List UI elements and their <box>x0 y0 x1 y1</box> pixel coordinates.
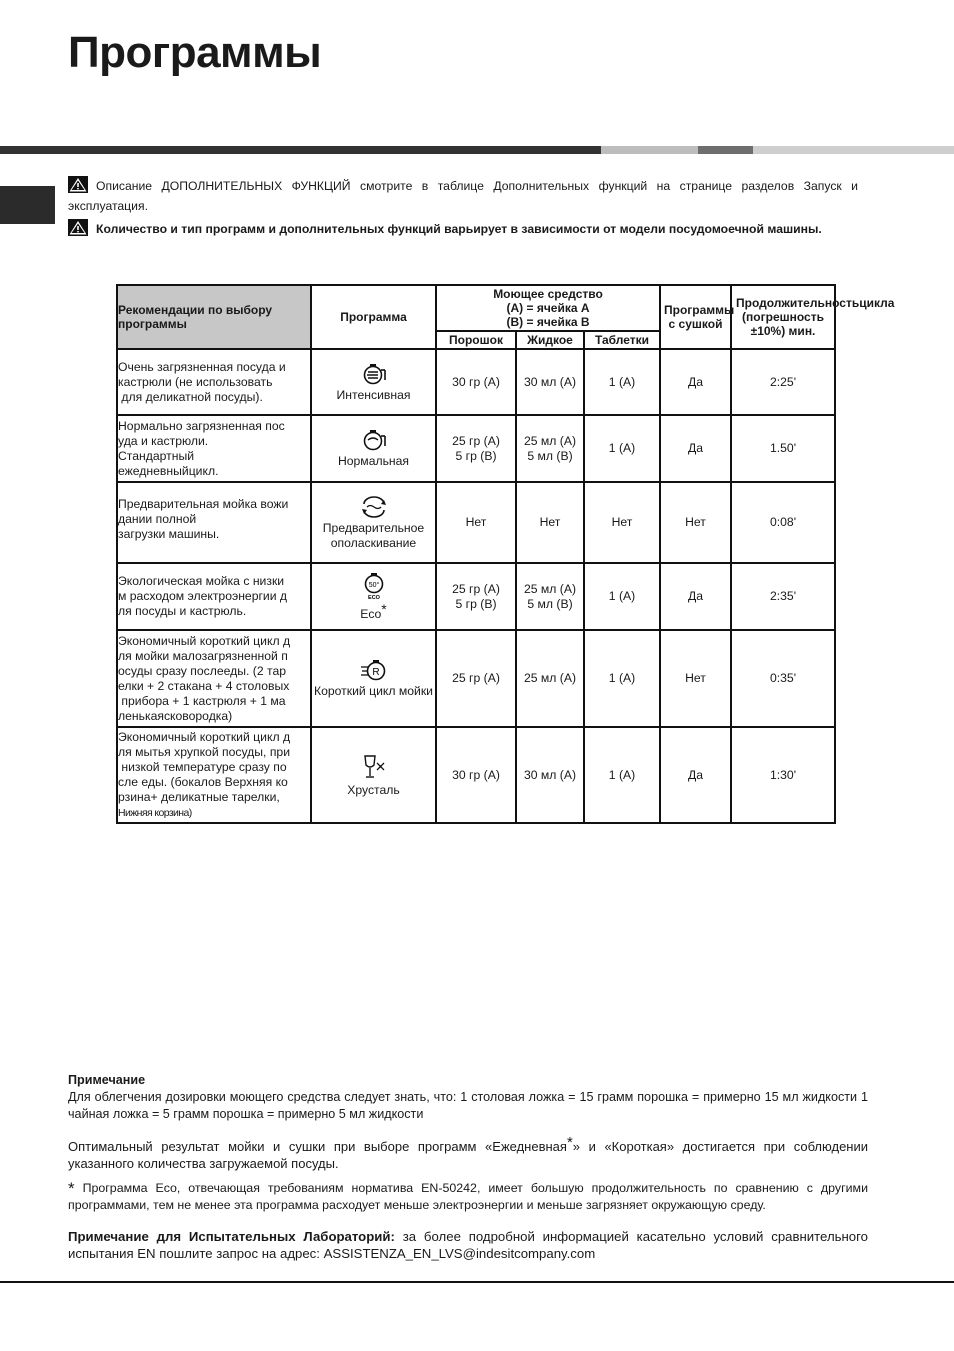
header-detergent <box>436 285 660 331</box>
row-description <box>117 630 311 727</box>
table-row <box>117 349 835 415</box>
row-program <box>311 727 436 823</box>
drying-value: Да <box>660 415 731 482</box>
desc-line: уда и кастрюли. <box>118 433 209 448</box>
program-name: Предварительное ополаскивание <box>322 520 425 550</box>
eco-footnote-text: Программа Eco, отвечающая требованиям норматива EN-50242, имеет большую продолжительность по сравнению с другими программами, тем не менее эта программа расходует меньше электроэнергии и меньше загрязняет окружающую среду. <box>68 1181 868 1212</box>
tablets-value: Нет <box>584 482 660 563</box>
program-name: Eco <box>360 606 382 621</box>
header-detergent-line2: (A) = ячейка A <box>506 301 590 315</box>
row-description <box>117 482 311 563</box>
table-row <box>117 630 835 727</box>
note-block <box>68 1072 868 1123</box>
header-powder: Порошок <box>436 331 516 349</box>
eco-50-icon <box>362 572 386 600</box>
tablets-value: 1 (A) <box>584 563 660 630</box>
drying-value: Да <box>660 349 731 415</box>
desc-line: Экологическая мойка с низки <box>118 574 285 588</box>
drying-value: Нет <box>660 482 731 563</box>
program-name: Короткий цикл мойки <box>314 684 433 698</box>
lab-note-title: Примечание для Испытательных Лабораторий: <box>68 1229 395 1244</box>
prewash-icon <box>360 495 388 519</box>
program-name: Хрусталь <box>347 782 400 797</box>
desc-line: Экономичный короткий цикл д <box>118 633 291 648</box>
warning-text-1: Описание ДОПОЛНИТЕЛЬНЫХ ФУНКЦИЙ смотрите в таблице Дополнительных функций на странице разделов Запуск и эксплуатация. <box>68 179 858 213</box>
powder-value: 30 гр (A) <box>436 349 516 415</box>
section-tab-marker <box>0 186 55 224</box>
desc-line: ля посуды и кастрюль. <box>118 604 247 618</box>
desc-line: Экономичный короткий цикл д <box>118 729 291 744</box>
liquid-value: 30 мл (A) <box>516 727 584 823</box>
row-description <box>117 349 311 415</box>
optimal-text-part1: Оптимальный результат мойки и сушки при выборе программ «Ежедневная <box>68 1139 567 1154</box>
duration-value: 1:30' <box>731 727 835 823</box>
eco-footnote <box>68 1180 868 1214</box>
desc-line: Нижняя корзина) <box>118 806 192 819</box>
header-program: Программа <box>311 285 436 349</box>
row-description <box>117 727 311 823</box>
header-detergent-line3: (B) = ячейка B <box>506 315 590 329</box>
liquid-value: 30 мл (A) <box>516 349 584 415</box>
desc-line: низкой температуре сразу по <box>118 759 287 774</box>
row-program <box>311 349 436 415</box>
duration-value: 0:08' <box>731 482 835 563</box>
optimal-result-note <box>68 1134 868 1172</box>
divider-dark-segment <box>0 146 601 154</box>
table-row <box>117 482 835 563</box>
note-text: Для облегчения дозировки моющего средства следует знать, что: 1 столовая ложка = 15 грамм порошка = примерно 15 мл жидкости 1 чайная ложка = 5 грамм порошка = примерно 5 мл жидкости <box>68 1090 868 1121</box>
divider-light-segment-2 <box>753 146 954 154</box>
desc-line: прибора + 1 кастрюля + 1 ма <box>118 693 286 708</box>
header-detergent-line1: Моющее средство <box>493 287 603 301</box>
desc-line: ленькаясковородка) <box>118 708 233 723</box>
powder-value: 30 гр (A) <box>436 727 516 823</box>
footnote-star: * <box>381 600 387 617</box>
desc-line: ля мойки малозагрязненной п <box>118 648 288 663</box>
header-duration: Продолжительностьцикла (погрешность ±10%) мин. <box>731 285 835 349</box>
svg-text:ECO: ECO <box>367 594 380 600</box>
desc-line: осуды сразу послееды. (2 тар <box>118 663 286 678</box>
desc-line: сле еды. (бокалов Верхняя ко <box>118 774 288 789</box>
intensive-pot-icon <box>361 362 387 386</box>
optimal-text-part2: » и «Короткая» достигается при соблюдении указанного количества загружаемой посуды. <box>68 1139 869 1171</box>
program-name-wrap <box>312 602 435 622</box>
desc-line: Очень загрязненная посуда и <box>118 359 286 374</box>
header-divider-bar <box>0 146 954 154</box>
program-name: Нормальная <box>337 454 410 468</box>
desc-line: загрузки машины. <box>118 527 220 541</box>
warning-triangle-icon <box>68 176 88 198</box>
row-program <box>311 482 436 563</box>
drying-value: Да <box>660 563 731 630</box>
desc-line: Стандартный <box>118 448 195 463</box>
svg-text:50°: 50° <box>368 581 379 589</box>
duration-value: 0:35' <box>731 630 835 727</box>
table-row <box>117 563 835 630</box>
warning-note-2 <box>68 219 848 241</box>
programs-table <box>116 284 895 824</box>
warning-triangle-icon <box>68 219 88 241</box>
divider-mid-segment <box>698 146 753 154</box>
footnote-star: * <box>68 1179 75 1198</box>
desc-line: Нормально загрязненная пос <box>118 418 285 433</box>
warning-text-2: Количество и тип программ и дополнительных функций варьирует в зависимости от модели посудомоечной машины. <box>96 222 822 236</box>
powder-value: Нет <box>436 482 516 563</box>
table-row <box>117 727 835 823</box>
header-recommendation: Рекомендации по выбору программы <box>117 285 311 349</box>
normal-pot-icon <box>361 428 387 452</box>
duration-value: 1.50' <box>731 415 835 482</box>
desc-line: для деликатной посуды). <box>118 389 263 404</box>
footnote-star: * <box>566 1134 573 1151</box>
tablets-value: 1 (A) <box>584 415 660 482</box>
liquid-value: 25 мл (A) 5 мл (B) <box>516 415 584 482</box>
desc-line: ежедневныйцикл. <box>118 463 219 478</box>
duration-value: 2:25' <box>731 349 835 415</box>
table-row <box>117 415 835 482</box>
drying-value: Да <box>660 727 731 823</box>
table-header-row <box>117 285 835 331</box>
duration-value: 2:35' <box>731 563 835 630</box>
program-name: Интенсивная <box>336 387 411 402</box>
desc-line: м расходом электроэнергии д <box>118 589 288 603</box>
drying-value: Нет <box>660 630 731 727</box>
note-title: Примечание <box>68 1073 146 1087</box>
desc-line: кастрюли (не использовать <box>118 374 273 389</box>
footer-divider <box>0 1281 954 1283</box>
row-program <box>311 630 436 727</box>
row-program <box>311 415 436 482</box>
desc-line: рзина+ деликатные тарелки, <box>118 789 280 804</box>
desc-line: ля мытья хрупкой посуды, при <box>118 744 291 759</box>
header-liquid: Жидкое <box>516 331 584 349</box>
liquid-value: Нет <box>516 482 584 563</box>
divider-light-segment <box>601 146 698 154</box>
lab-note <box>68 1228 868 1262</box>
liquid-value: 25 мл (A) 5 мл (B) <box>516 563 584 630</box>
liquid-value: 25 мл (A) <box>516 630 584 727</box>
powder-value: 25 гр (A) 5 гр (B) <box>436 563 516 630</box>
svg-text:R: R <box>371 667 380 678</box>
header-tablets: Таблетки <box>584 331 660 349</box>
tablets-value: 1 (A) <box>584 727 660 823</box>
page-title: Программы <box>68 28 322 77</box>
desc-line: дании полной <box>118 512 197 526</box>
desc-line: Предварительная мойка вожи <box>118 497 289 511</box>
row-description <box>117 563 311 630</box>
row-program <box>311 563 436 630</box>
rapid-wash-icon <box>360 658 388 682</box>
crystal-glass-icon <box>361 753 387 781</box>
lab-note-text: за более подробной информацией касательно условий сравнительного испытания EN пошлите запрос на адрес: ASSISTENZA_EN_LVS@indesitcompany.com <box>68 1229 868 1261</box>
powder-value: 25 гр (A) <box>436 630 516 727</box>
row-description <box>117 415 311 482</box>
header-drying: Программы с сушкой <box>660 285 731 349</box>
desc-line: елки + 2 стакана + 4 столовых <box>118 678 290 693</box>
tablets-value: 1 (A) <box>584 630 660 727</box>
warning-note-1 <box>68 176 858 215</box>
powder-value: 25 гр (A) 5 гр (B) <box>436 415 516 482</box>
tablets-value: 1 (A) <box>584 349 660 415</box>
